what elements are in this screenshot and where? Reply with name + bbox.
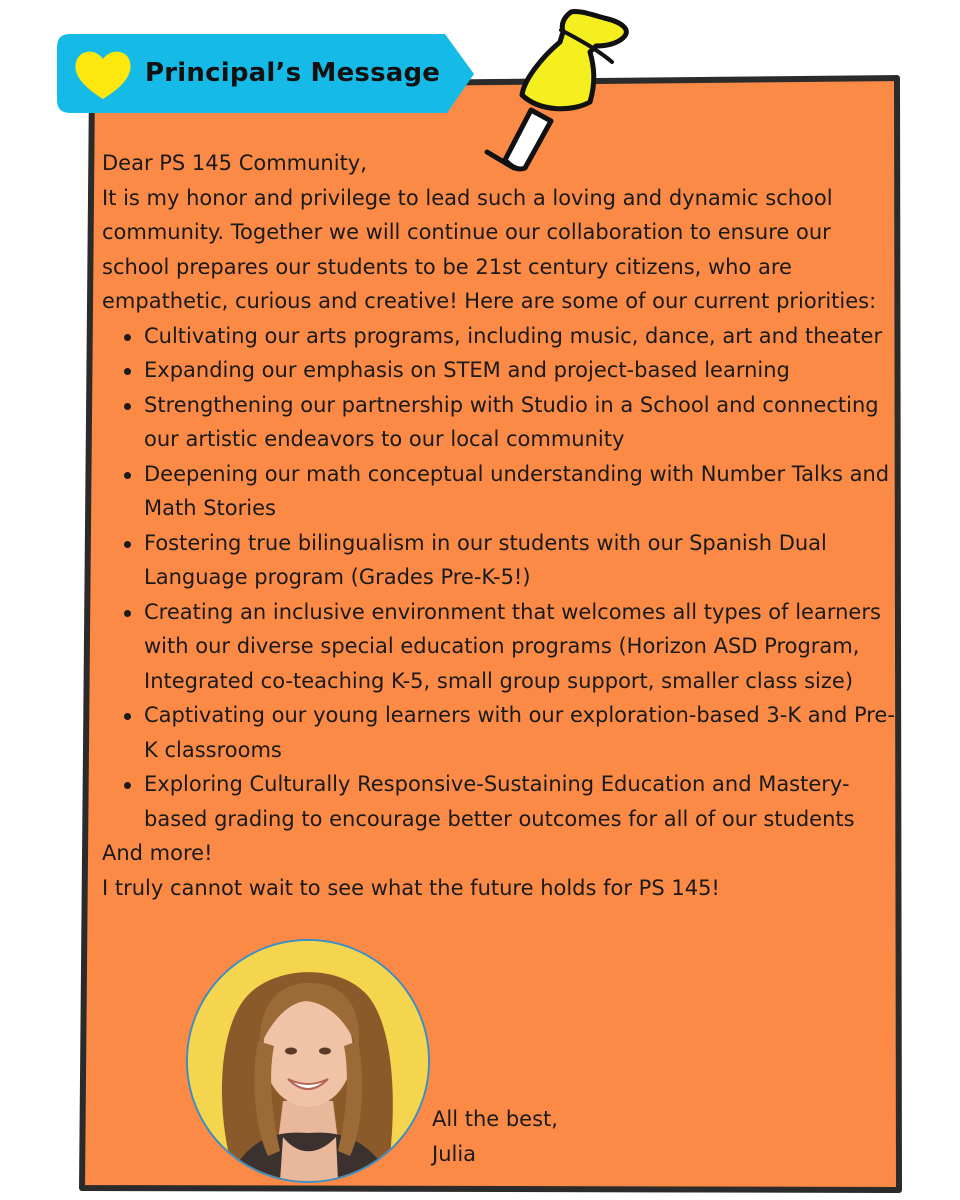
list-item: Captivating our young learners with our exploration-based 3-K and Pre-K classrooms	[144, 698, 902, 767]
page-title: Principal’s Message	[145, 58, 441, 88]
principal-photo	[186, 939, 430, 1183]
letter-body	[102, 146, 902, 905]
list-item: Deepening our math conceptual understanding with Number Talks and Math Stories	[144, 457, 902, 526]
list-item: Fostering true bilingualism in our students with our Spanish Dual Language program (Grades Pre-K-5!)	[144, 526, 902, 595]
signoff-line: All the best,	[432, 1107, 558, 1131]
list-item: Creating an inclusive environment that welcomes all types of learners with our diverse special education programs (Horizon ASD Program, Integrated co-teaching K-5, small group support, smaller class size)	[144, 595, 902, 699]
portrait-illustration	[188, 941, 428, 1181]
signoff-name: Julia	[432, 1141, 477, 1166]
priorities-list	[102, 319, 902, 837]
intro-paragraph: It is my honor and privilege to lead such a loving and dynamic school community. Together we will continue our collaboration to ensure our school prepares our students to be 21st century citizens, who are empathetic, curious and creative! Here are some of our current priorities:	[102, 185, 877, 313]
list-item: Strengthening our partnership with Studio in a School and connecting our artistic endeavors to our local community	[144, 388, 902, 457]
and-more-line: And more!	[102, 841, 213, 865]
signoff	[432, 1102, 558, 1171]
greeting: Dear PS 145 Community,	[102, 151, 367, 175]
list-item: Cultivating our arts programs, including music, dance, art and theater	[144, 319, 902, 354]
list-item: Exploring Culturally Responsive-Sustaining Education and Mastery-based grading to encourage better outcomes for all of our students	[144, 767, 902, 836]
closing-line: I truly cannot wait to see what the future holds for PS 145!	[102, 875, 720, 900]
list-item: Expanding our emphasis on STEM and project-based learning	[144, 353, 902, 388]
